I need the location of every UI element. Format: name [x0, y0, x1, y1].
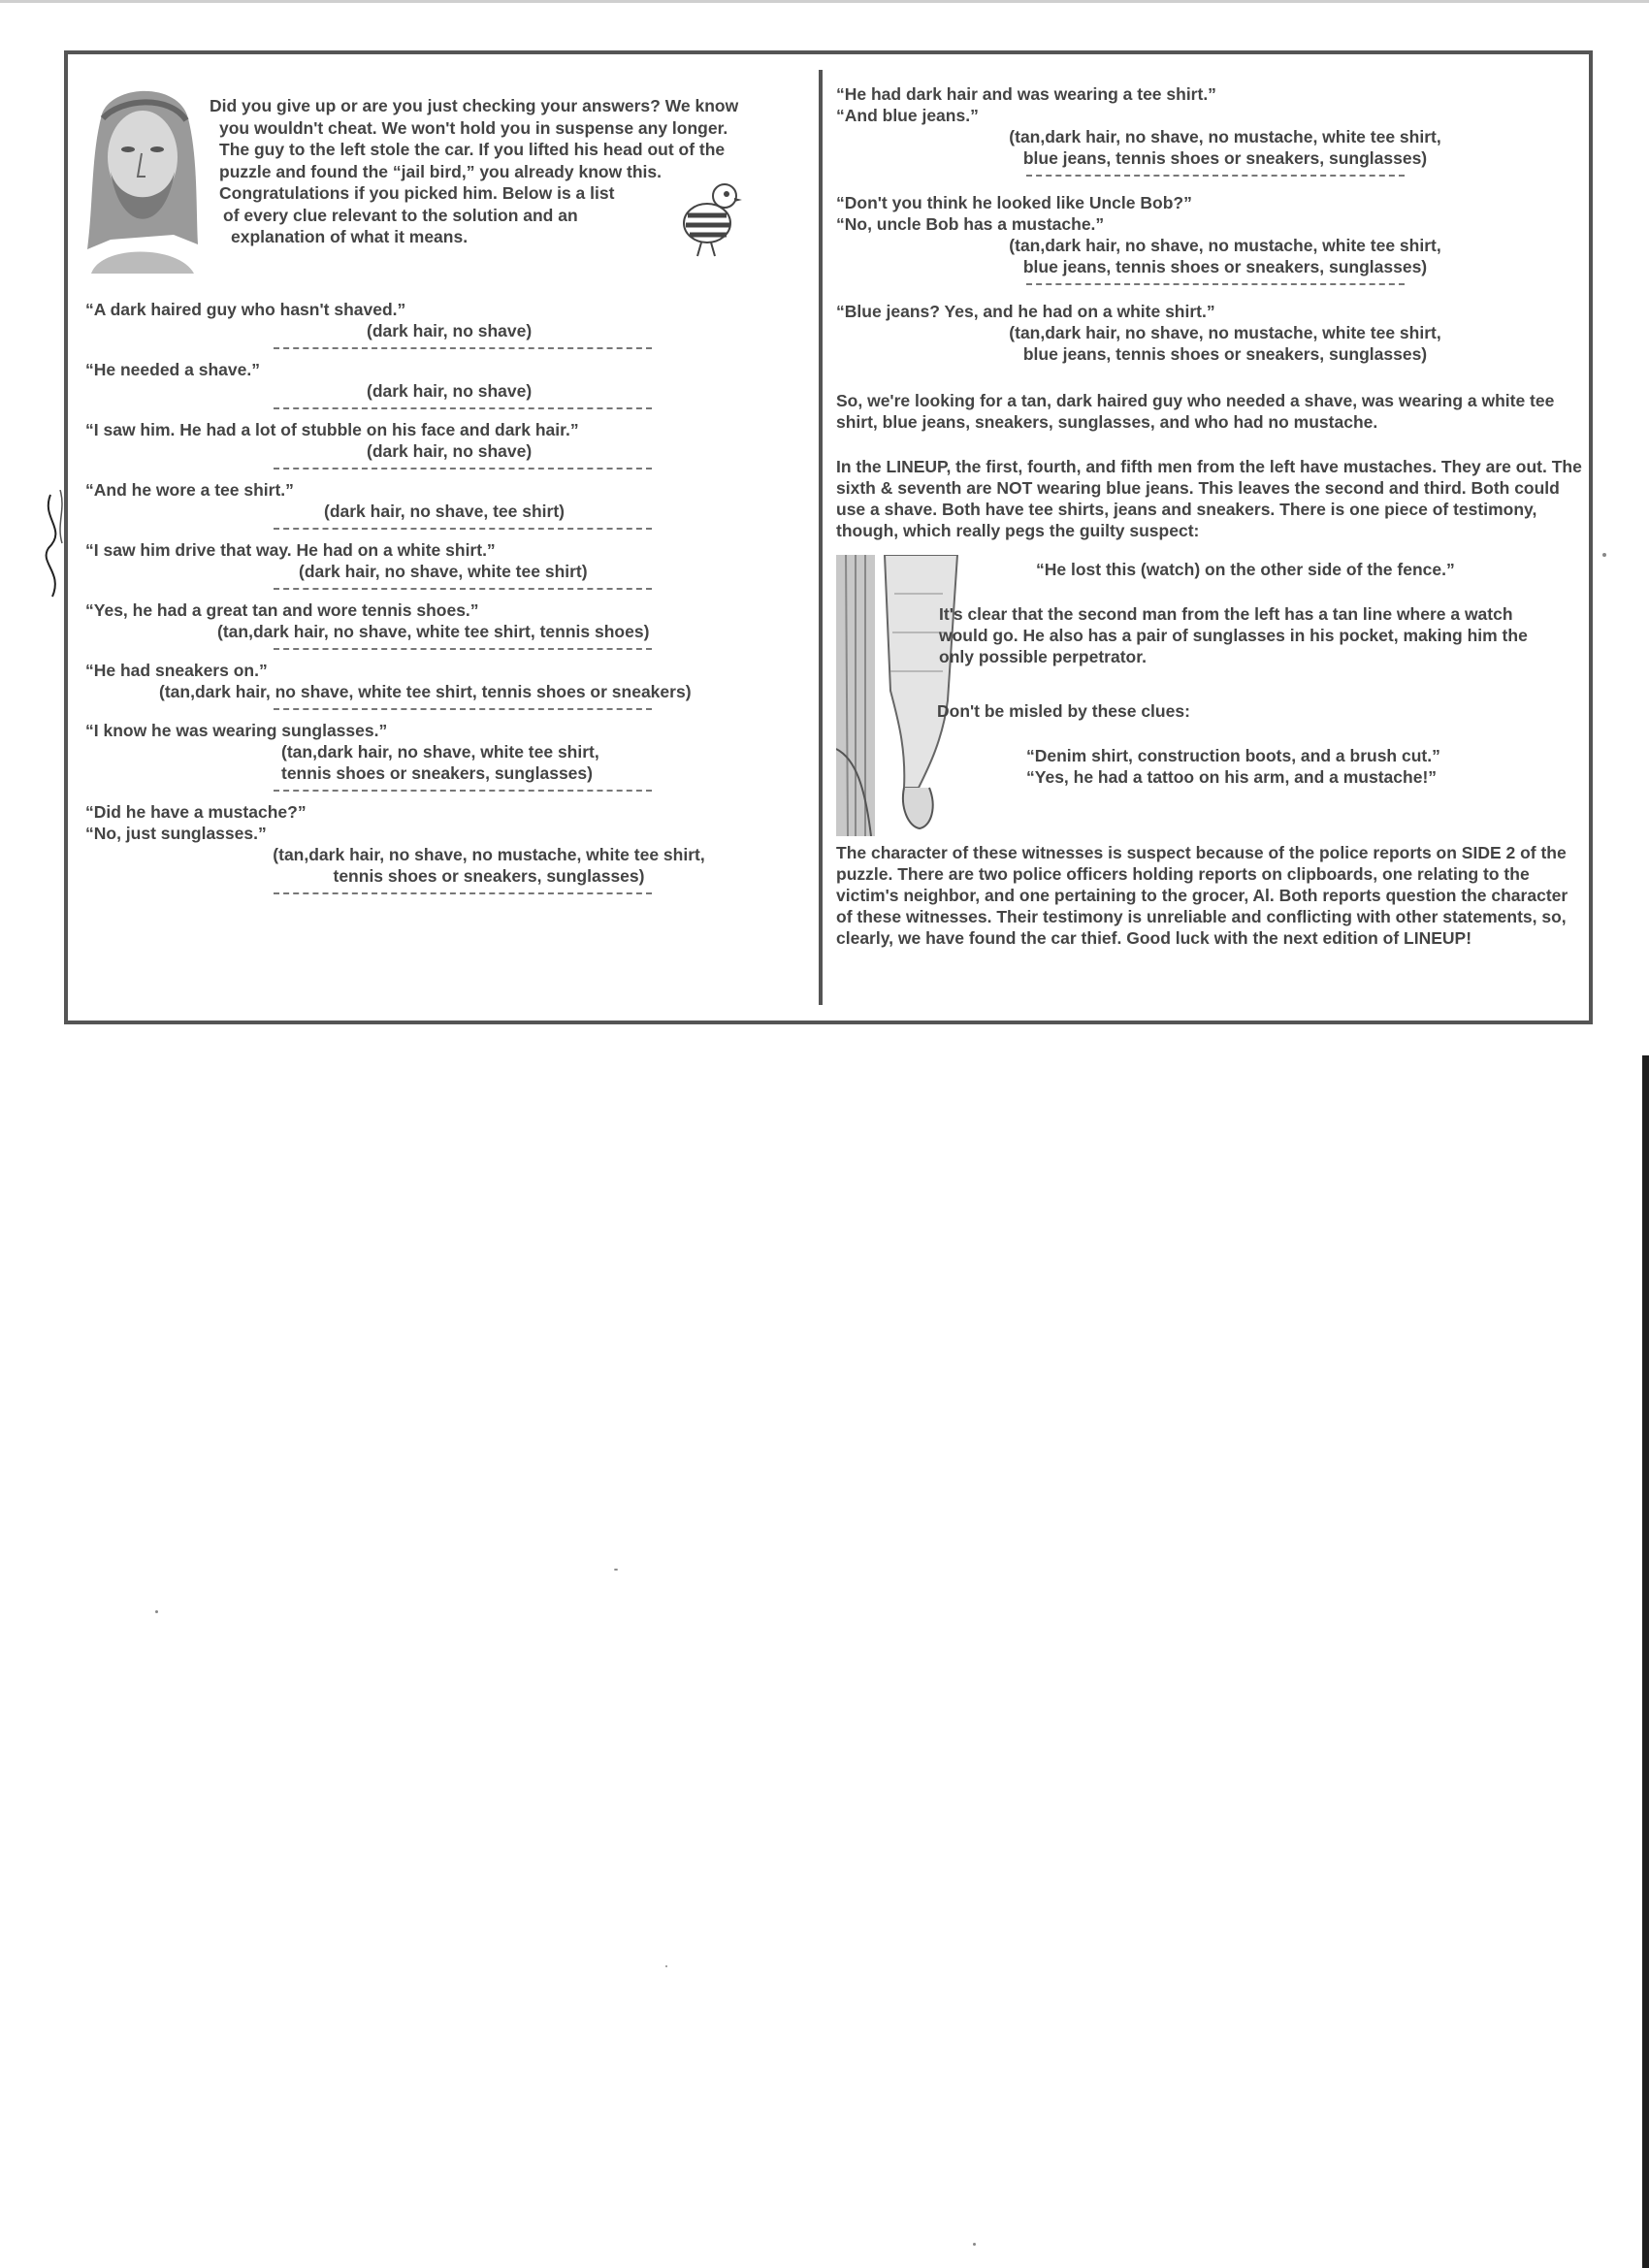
clue-explanation: (tan,dark hair, no shave, no mustache, white tee shirt, blue jeans, tennis shoes or sneakers, sunglasses): [1009, 127, 1441, 168]
clue-explanation: (tan,dark hair, no shave, no mustache, white tee shirt, blue jeans, tennis shoes or sneakers, sunglasses): [1009, 236, 1441, 276]
intro-line: Congratulations if you picked him. Below is a list: [219, 183, 615, 203]
intro-line: explanation of what it means.: [231, 227, 469, 246]
clue-item: [85, 660, 803, 710]
lineup-paragraph: In the LINEUP, the first, fourth, and fifth men from the left have mustaches. They are out. The sixth & seventh are NOT wearing blue jeans. This leaves the second and third. Both could use a shave. Both have tee shirts, jeans and sneakers. There is one piece of testimony, though, which really pegs the guilty suspect:: [836, 457, 1582, 540]
clue-quote: “He needed a shave.”: [85, 360, 260, 379]
dashed-separator: [274, 468, 652, 470]
clue-explanation: (tan,dark hair, no shave, white tee shirt, tennis shoes or sneakers): [159, 682, 692, 701]
clue-explanation: (dark hair, no shave, tee shirt): [324, 502, 565, 521]
scan-right-edge: [1642, 1055, 1649, 2268]
scan-speck: [665, 1965, 667, 1967]
clue-quote: “Blue jeans? Yes, and he had on a white shirt.”: [836, 302, 1215, 321]
dashed-separator: [274, 892, 652, 894]
clue-quote: “And he wore a tee shirt.”: [85, 480, 294, 500]
dashed-separator: [1026, 175, 1405, 177]
clue-quote: “A dark haired guy who hasn't shaved.”: [85, 300, 406, 319]
watch-quote: “He lost this (watch) on the other side of the fence.”: [1036, 560, 1455, 579]
clue-item: [836, 301, 1583, 365]
clue-item: [85, 359, 803, 409]
clue-explanation: (dark hair, no shave, white tee shirt): [299, 562, 588, 581]
intro-line: of every clue relevant to the solution and an: [223, 205, 578, 225]
dashed-separator: [274, 347, 652, 349]
clue-explanation: (dark hair, no shave): [367, 381, 533, 401]
answer-key-panel: [64, 50, 1593, 1024]
suspect-portrait-icon: [81, 80, 204, 274]
right-column: [836, 83, 1583, 972]
scan-speck: [1602, 553, 1606, 557]
clue-quote: “I saw him. He had a lot of stubble on his face and dark hair.”: [85, 420, 579, 439]
misled-quote: “Denim shirt, construction boots, and a brush cut.”: [1026, 746, 1440, 765]
clue-item: [836, 192, 1583, 285]
clue-explanation: (dark hair, no shave): [367, 441, 533, 461]
clue-item: [85, 299, 803, 349]
clue-item: [836, 83, 1583, 177]
clue-item: [85, 419, 803, 470]
clue-item: [85, 599, 803, 650]
clue-explanation: (tan,dark hair, no shave, no mustache, white tee shirt, blue jeans, tennis shoes or sneakers, sunglasses): [1009, 323, 1441, 364]
intro-line: you wouldn't cheat. We won't hold you in suspense any longer.: [219, 117, 728, 138]
dashed-separator: [1026, 283, 1405, 285]
dashed-separator: [274, 790, 652, 792]
clue-item: [85, 539, 803, 590]
clue-explanation: (tan,dark hair, no shave, no mustache, white tee shirt, tennis shoes or sneakers, sunglasses): [273, 845, 705, 886]
scan-top-edge: [0, 0, 1649, 3]
intro-line: The guy to the left stole the car. If you lifted his head out of the: [219, 140, 726, 159]
clue-quote: “He had sneakers on.”: [85, 661, 268, 680]
intro-line: puzzle and found the “jail bird,” you already know this.: [219, 161, 663, 181]
scan-speck: [155, 1610, 158, 1613]
scan-speck: [973, 2243, 976, 2246]
tan-line-paragraph: It's clear that the second man from the left has a tan line where a watch would go. He also has a pair of sunglasses in his pocket, making him the only possible perpetrator.: [939, 604, 1528, 666]
clue-item: [85, 720, 803, 792]
dashed-separator: [274, 407, 652, 409]
watch-section: [836, 555, 1583, 836]
summary-paragraph: So, we're looking for a tan, dark haired guy who needed a shave, was wearing a white tee shirt, blue jeans, sneakers, sunglasses, and who had no mustache.: [836, 391, 1555, 432]
clue-explanation: (tan,dark hair, no shave, white tee shirt, tennis shoes or sneakers, sunglasses): [281, 742, 599, 783]
misled-quote: “Yes, he had a tattoo on his arm, and a mustache!”: [1026, 767, 1438, 787]
misled-heading: Don't be misled by these clues:: [937, 701, 1190, 721]
clue-quote: “Don't you think he looked like Uncle Bob?” “No, uncle Bob has a mustache.”: [836, 193, 1192, 234]
clue-item: [85, 479, 803, 530]
clue-quote: “I saw him drive that way. He had on a white shirt.”: [85, 540, 496, 560]
dashed-separator: [274, 708, 652, 710]
clue-quote: “He had dark hair and was wearing a tee shirt.” “And blue jeans.”: [836, 84, 1216, 125]
column-divider: [819, 70, 823, 1005]
dashed-separator: [274, 528, 652, 530]
clue-quote: “I know he was wearing sunglasses.”: [85, 721, 388, 740]
dashed-separator: [274, 588, 652, 590]
scan-speck: [614, 1569, 618, 1571]
clue-item: [85, 801, 803, 894]
dashed-separator: [274, 648, 652, 650]
closing-paragraph: The character of these witnesses is suspect because of the police reports on SIDE 2 of the puzzle. There are two police officers holding reports on clipboards, one relating to the victim's neighbor, and one pertaining to the grocer, Al. Both reports question the character of these witnesses. Their testimony is unreliable and conflicting with other statements, so, clearly, we have found the car thief. Good luck with the next edition of LINEUP!: [836, 843, 1568, 948]
clue-quote: “Did he have a mustache?” “No, just sunglasses.”: [85, 802, 307, 843]
left-clue-list: [85, 299, 803, 904]
jail-bird-icon: [676, 175, 744, 262]
wrist-hand-illustration-icon: [836, 555, 962, 836]
clue-quote: “Yes, he had a great tan and wore tennis shoes.”: [85, 600, 479, 620]
intro-line: Did you give up or are you just checking your answers? We know: [210, 96, 739, 115]
clue-explanation: (tan,dark hair, no shave, white tee shirt, tennis shoes): [217, 622, 650, 641]
clue-explanation: (dark hair, no shave): [367, 321, 533, 340]
